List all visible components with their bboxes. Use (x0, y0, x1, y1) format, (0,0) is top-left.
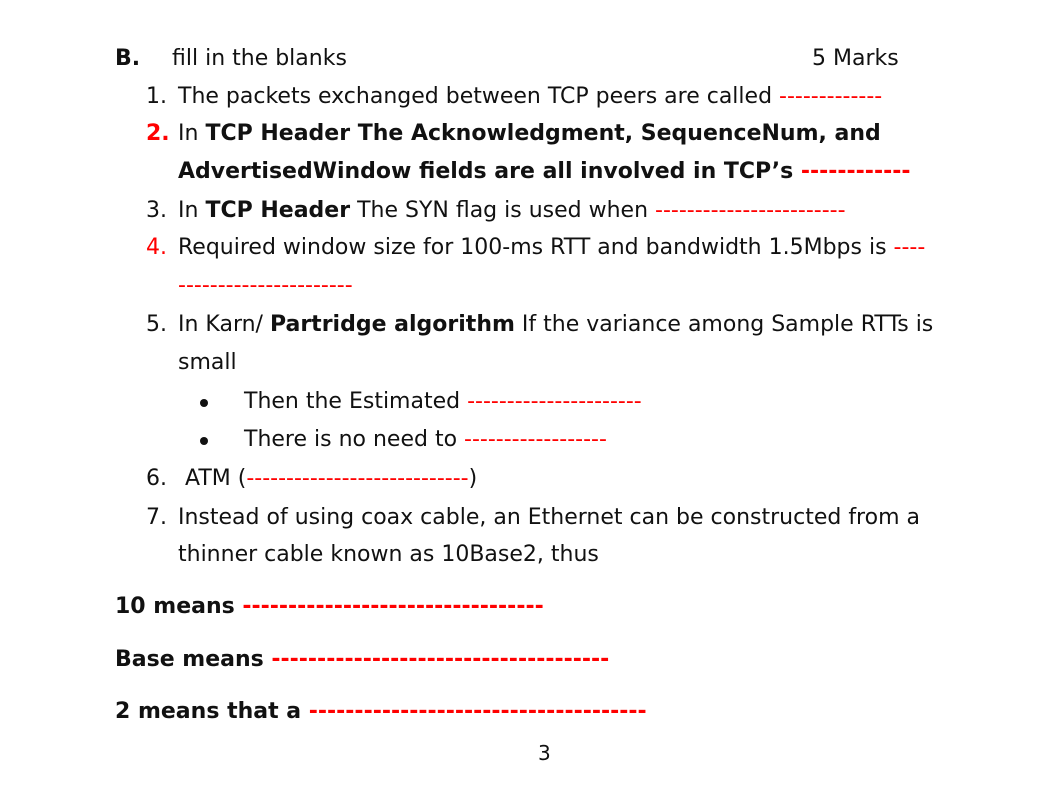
bullet-text: Then the Estimated (244, 389, 468, 414)
question-5-line-2: small (178, 350, 237, 375)
question-3 (146, 196, 846, 226)
question-4-line-2 (178, 271, 353, 301)
answer-blank[interactable]: ------------------ (464, 427, 607, 452)
question-text: In (178, 198, 206, 223)
question-text: The SYN flag is used when (350, 198, 656, 223)
question-6 (146, 464, 477, 494)
question-4-line-1 (146, 233, 925, 263)
answer-blank[interactable]: ---------------------------- (246, 466, 469, 491)
question-1 (146, 82, 882, 112)
question-7-line-1 (146, 503, 920, 533)
answer-blank[interactable]: --------------------------------- (242, 594, 544, 619)
question-text: ATM ( (178, 466, 247, 491)
page-number: 3 (538, 741, 551, 765)
question-bold-text: AdvertisedWindow fields are all involved in TCP’s (178, 159, 801, 184)
means-line (115, 697, 647, 727)
question-bold-text: Partridge algorithm (269, 312, 515, 337)
answer-blank[interactable]: ---------------------- (467, 389, 642, 414)
question-number: 3. (146, 198, 167, 223)
question-text: Instead of using coax cable, an Ethernet can be constructed from a (178, 505, 920, 530)
bullet-text: There is no need to (244, 427, 465, 452)
means-line (115, 645, 609, 675)
question-7-line-2: thinner cable known as 10Base2, thus (178, 542, 599, 567)
question-bold-text: TCP Header The Acknowledgment, SequenceNum, and (205, 121, 881, 146)
answer-blank[interactable]: ------------ (800, 159, 911, 184)
section-marks: 5 Marks (812, 46, 899, 71)
question-bold-text: TCP Header (205, 198, 351, 223)
answer-blank[interactable]: ---------------------- (178, 273, 353, 298)
bullet-icon (200, 399, 208, 407)
answer-blank[interactable]: ---- (893, 235, 926, 260)
question-text: Required window size for 100-ms RTT and bandwidth 1.5Mbps is (178, 235, 894, 260)
bullet-item (244, 425, 607, 455)
question-number: 4. (146, 235, 167, 260)
question-2-line-1 (146, 119, 881, 149)
answer-blank[interactable]: ------------------------ (655, 198, 846, 223)
question-number: 6. (146, 466, 167, 491)
question-text: The packets exchanged between TCP peers are called (178, 84, 780, 109)
question-number: 2. (146, 121, 170, 146)
bullet-icon (200, 437, 208, 445)
means-label: 10 means (115, 594, 243, 619)
question-number: 1. (146, 84, 167, 109)
answer-blank[interactable]: ------------- (779, 84, 883, 109)
question-text: In Karn/ (178, 312, 270, 337)
means-line (115, 592, 544, 622)
answer-blank[interactable]: ------------------------------------- (308, 699, 647, 724)
section-letter: B. (115, 46, 141, 71)
question-number: 7. (146, 505, 167, 530)
question-number: 5. (146, 312, 167, 337)
question-text: If the variance among Sample RTTs is (514, 312, 934, 337)
means-label: 2 means that a (115, 699, 309, 724)
means-label: Base means (115, 647, 272, 672)
question-5-line-1 (146, 310, 933, 340)
question-text: ) (468, 466, 478, 491)
question-text: In (178, 121, 206, 146)
answer-blank[interactable]: ------------------------------------- (271, 647, 610, 672)
section-title: fill in the blanks (172, 46, 347, 71)
bullet-item (244, 387, 642, 417)
question-2-line-2 (178, 157, 910, 187)
